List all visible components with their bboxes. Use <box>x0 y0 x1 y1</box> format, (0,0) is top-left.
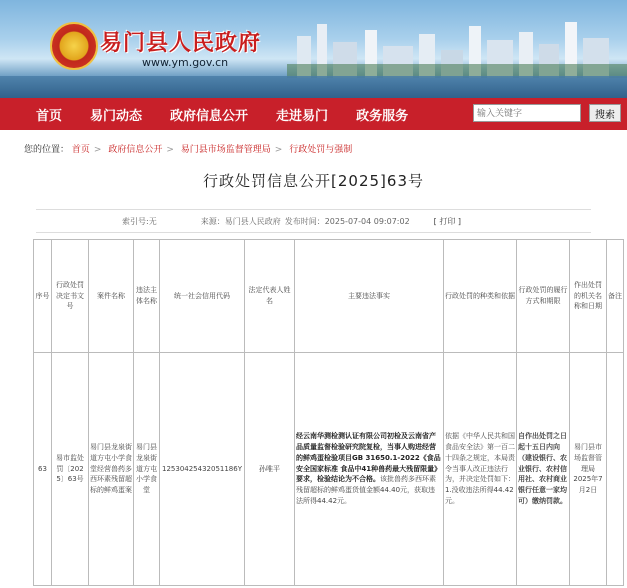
print-link[interactable]: [ 打印 ] <box>433 216 461 226</box>
penalty-table <box>33 239 624 586</box>
doc-info-bar <box>36 209 591 233</box>
breadcrumb <box>0 130 627 158</box>
table-header: 行政处罚的履行方式和期限 <box>517 240 570 353</box>
cell-doc-no: 易市监处罚〔2025〕63号 <box>52 353 89 586</box>
site-title: 易门县人民政府 <box>100 31 262 56</box>
table-header: 作出处罚的机关名称和日期 <box>570 240 607 353</box>
cell-credit-code: 12530425432051186Y <box>160 353 245 586</box>
chevron-right-icon: > <box>166 145 174 155</box>
table-header: 主要违法事实 <box>295 240 444 353</box>
cell-basis: 依据《中华人民共和国食品安全法》第一百二十四条之规定，本局责令当事人改正违法行为，并决定处罚如下：1.没收违法所得44.42元。 <box>444 353 517 586</box>
nav-about[interactable]: 走进易门 <box>276 108 329 124</box>
cell-performance: 自作出处罚之日起十五日内向（建设银行、农业银行、农村信用社、农村商业银行任意一家均可）缴纳罚款。 <box>517 353 570 586</box>
table-header: 备注 <box>607 240 624 353</box>
authority-date: 2025年7月2日 <box>573 475 603 495</box>
chevron-right-icon: > <box>93 145 102 155</box>
breadcrumb-label: 您的位置： <box>24 145 70 155</box>
facts-main: 经云南华测检测认证有限公司初检及云南省产品质量监督检验研究院复检，当事人购进经营的鲜鸡蛋检验项目GB 31650.1-2022《食品安全国家标准 食品中41种兽药最大残留限量》要求，检验结论为不合格。 <box>296 432 442 484</box>
cell-case-name: 易门县龙泉街道方屯小学食堂经营兽药多西环素残留超标的鲜鸡蛋案 <box>89 353 134 586</box>
table-header: 违法主体名称 <box>134 240 160 353</box>
authority-name: 易门县市场监督管理局 <box>574 442 602 473</box>
site-url: www.ym.gov.cn <box>142 56 229 69</box>
chevron-right-icon: > <box>274 145 283 155</box>
search-input[interactable] <box>473 104 581 122</box>
table-header-row <box>34 240 624 353</box>
page-title: 行政处罚信息公开[2025]63号 <box>203 172 424 190</box>
breadcrumb-gov-info[interactable]: 政府信息公开 <box>108 145 163 155</box>
cell-authority <box>570 353 607 586</box>
cell-facts <box>295 353 444 586</box>
table-header: 案件名称 <box>89 240 134 353</box>
site-banner <box>0 0 627 98</box>
table-row <box>34 353 624 586</box>
table-header: 行政处罚决定书文号 <box>52 240 89 353</box>
table-header: 序号 <box>34 240 52 353</box>
cell-representative: 孙唯平 <box>245 353 295 586</box>
facts-item: 该批兽药多西环素残留超标的鲜鸡蛋 <box>296 475 436 495</box>
index-number: 索引号:无 <box>122 216 157 226</box>
main-nav <box>0 98 627 130</box>
cell-subject: 易门县龙泉街道方屯小学食堂 <box>134 353 160 586</box>
publish-time: 发布时间：2025-07-04 09:07:02 <box>284 216 410 226</box>
national-emblem-icon <box>50 22 98 70</box>
nav-gov-info[interactable]: 政府信息公开 <box>170 108 249 124</box>
lake-water <box>0 76 627 98</box>
nav-news[interactable]: 易门动态 <box>90 108 143 124</box>
nav-home[interactable]: 首页 <box>36 108 63 124</box>
search-box <box>473 104 621 122</box>
search-button[interactable]: 搜索 <box>589 104 621 122</box>
source: 来源：易门县人民政府 <box>200 216 281 226</box>
cell-remark <box>607 353 624 586</box>
city-skyline-image <box>287 16 627 78</box>
cell-no: 63 <box>34 353 52 586</box>
breadcrumb-home[interactable]: 首页 <box>71 145 90 155</box>
table-header: 行政处罚的种类和依据 <box>444 240 517 353</box>
breadcrumb-penalty[interactable]: 行政处罚与强制 <box>289 145 353 155</box>
breadcrumb-bureau[interactable]: 易门县市场监督管理局 <box>180 145 271 155</box>
table-header: 法定代表人姓名 <box>245 240 295 353</box>
table-header: 统一社会信用代码 <box>160 240 245 353</box>
facts-amount: 货值金额44.40元，获取违法所得44.42元。 <box>296 486 436 506</box>
nav-services[interactable]: 政务服务 <box>356 108 409 124</box>
